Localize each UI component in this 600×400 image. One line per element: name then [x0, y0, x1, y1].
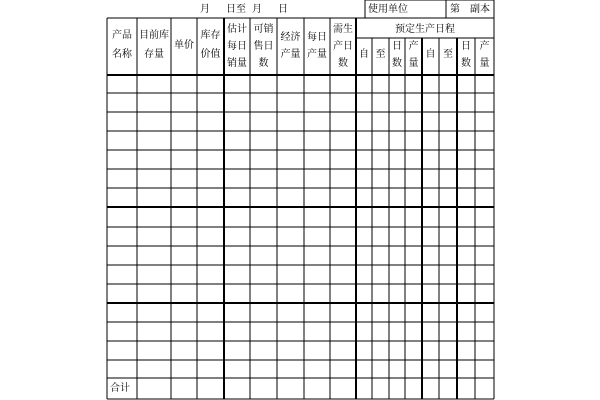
- col-days-2-line1: 日: [461, 41, 471, 52]
- col-qty-2-line1: 产: [479, 41, 490, 52]
- col-stock-value-line1: 库存: [200, 30, 221, 41]
- col-est-daily-line1: 估计: [227, 24, 247, 35]
- copy-suffix: 副本: [470, 4, 490, 15]
- col-qty-1-line2: 量: [408, 58, 419, 69]
- day-end-label: 日: [278, 4, 288, 15]
- col-sale-days-line3: 数: [258, 58, 269, 69]
- col-to-2: 至: [443, 49, 453, 60]
- month-label-2: 月: [252, 4, 262, 15]
- month-label-1: 月: [200, 4, 210, 15]
- col-from-1: 自: [359, 49, 369, 60]
- col-sale-days-line2: 售日: [253, 41, 274, 52]
- col-product-line2: 名称: [112, 49, 132, 60]
- total-label: 合计: [110, 383, 130, 394]
- col-qty-2-line2: 量: [479, 58, 490, 69]
- col-from-2: 自: [425, 49, 436, 60]
- day-to-label: 日至: [226, 4, 246, 15]
- col-stock-line1: 目前库: [139, 30, 169, 41]
- col-need-days-line2: 产日: [333, 41, 353, 52]
- col-days-2-line2: 数: [461, 58, 471, 69]
- col-price: 单价: [174, 40, 194, 51]
- col-stock-line2: 存量: [144, 49, 164, 60]
- col-econ-line1: 经济: [280, 32, 301, 43]
- col-schedule-title: 预定生产日程: [395, 24, 455, 35]
- col-to-1: 至: [375, 49, 386, 60]
- col-days-1-line2: 数: [392, 58, 402, 69]
- col-need-days-line3: 数: [338, 58, 348, 69]
- col-daily-prod-line2: 产量: [307, 49, 327, 60]
- copy-prefix: 第: [450, 4, 460, 15]
- col-product-line1: 产品: [112, 30, 132, 41]
- user-unit-label: 使用单位: [368, 4, 408, 15]
- col-econ-line2: 产量: [280, 49, 301, 60]
- col-stock-value-line2: 价值: [200, 49, 221, 60]
- col-qty-1-line1: 产: [408, 41, 419, 52]
- col-need-days-line1: 需生: [333, 24, 353, 35]
- col-est-daily-line2: 每日: [227, 41, 247, 52]
- col-sale-days-line1: 可销: [253, 24, 274, 35]
- col-est-daily-line3: 销量: [227, 58, 247, 69]
- col-daily-prod-line1: 每日: [307, 32, 327, 43]
- col-days-1-line1: 日: [392, 41, 402, 52]
